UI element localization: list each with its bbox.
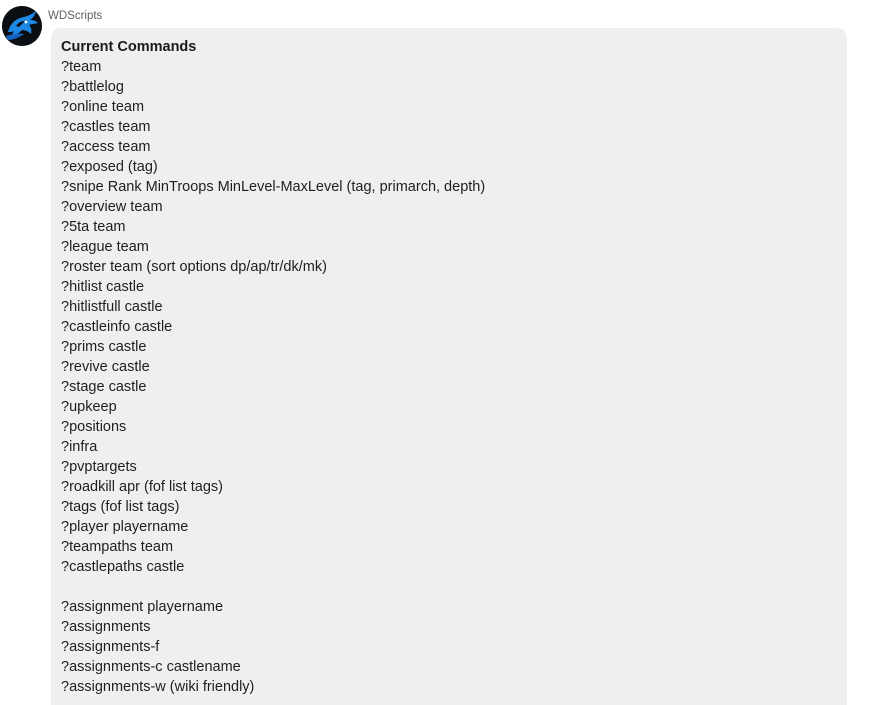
command-item: ?prims castle bbox=[61, 339, 147, 355]
command-item: ?castles team bbox=[61, 119, 151, 135]
command-item: ?league team bbox=[61, 239, 149, 255]
command-item: ?revive castle bbox=[61, 359, 150, 375]
command-item: ?assignment playername bbox=[61, 599, 224, 615]
command-item: ?online team bbox=[61, 99, 145, 115]
command-item: ?exposed (tag) bbox=[61, 159, 158, 175]
command-item: ?snipe Rank MinTroops MinLevel-MaxLevel (tag, primarch, depth) bbox=[61, 179, 486, 195]
assignment-command-list bbox=[61, 597, 254, 697]
command-item: ?team bbox=[61, 59, 102, 75]
command-item: ?hitlist castle bbox=[61, 279, 145, 295]
command-item: ?assignments-f bbox=[61, 639, 160, 655]
message-title: Current Commands bbox=[61, 39, 197, 55]
avatar[interactable] bbox=[2, 6, 42, 46]
command-item: ?infra bbox=[61, 439, 98, 455]
command-item: ?access team bbox=[61, 139, 151, 155]
command-item: ?roster team (sort options dp/ap/tr/dk/mk) bbox=[61, 259, 327, 275]
command-item: ?5ta team bbox=[61, 219, 126, 235]
command-item: ?assignments-c castlename bbox=[61, 659, 241, 675]
command-item: ?castleinfo castle bbox=[61, 319, 173, 335]
command-item: ?overview team bbox=[61, 199, 163, 215]
command-item: ?positions bbox=[61, 419, 127, 435]
command-item: ?assignments-w (wiki friendly) bbox=[61, 679, 255, 695]
command-item: ?pvptargets bbox=[61, 459, 137, 475]
command-item: ?teampaths team bbox=[61, 539, 174, 555]
command-list bbox=[61, 57, 485, 577]
command-item: ?tags (fof list tags) bbox=[61, 499, 180, 515]
command-item: ?player playername bbox=[61, 519, 189, 535]
command-item: ?upkeep bbox=[61, 399, 117, 415]
command-item: ?roadkill apr (fof list tags) bbox=[61, 479, 223, 495]
command-item: ?stage castle bbox=[61, 379, 147, 395]
command-item: ?battlelog bbox=[61, 79, 124, 95]
command-item: ?assignments bbox=[61, 619, 151, 635]
dragon-logo-icon bbox=[2, 6, 42, 46]
command-item: ?castlepaths castle bbox=[61, 559, 185, 575]
command-item: ?hitlistfull castle bbox=[61, 299, 163, 315]
sender-name[interactable]: WDScripts bbox=[48, 10, 103, 22]
